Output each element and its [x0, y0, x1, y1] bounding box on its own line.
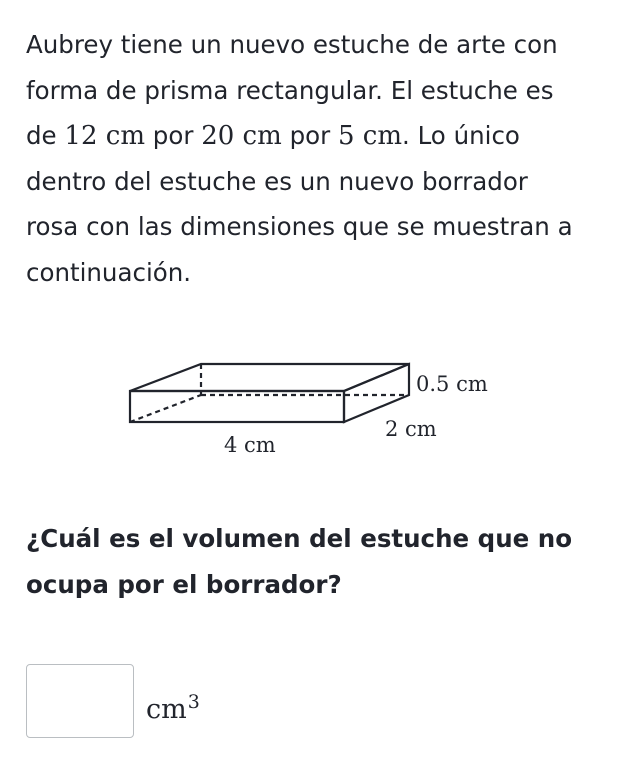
question-line-2: ocupa por el borrador?	[26, 570, 342, 599]
dimension-width: 20 cm	[201, 121, 282, 151]
hidden-edge-diagonal	[130, 395, 201, 422]
dimension-length: 12 cm	[64, 121, 145, 151]
problem-line-3-suffix: . Lo único	[402, 121, 520, 150]
height-label: 0.5 cm	[416, 372, 488, 396]
dimension-height: 5 cm	[337, 121, 403, 151]
problem-line-6: continuación.	[26, 257, 192, 287]
question-line-1: ¿Cuál es el volumen del estuche que no	[26, 524, 573, 553]
problem-text	[26, 22, 640, 295]
question-text	[26, 516, 572, 608]
problem-line-3	[26, 113, 640, 159]
problem-line-4: dentro del estuche es un nuevo borrador	[26, 166, 528, 196]
unit-exponent: 3	[187, 691, 200, 713]
length-label: 4 cm	[224, 433, 276, 457]
por-word-1: por	[145, 121, 202, 150]
problem-line-3-prefix: de	[26, 121, 65, 150]
por-word-2: por	[281, 121, 338, 150]
unit-base: cm	[146, 694, 187, 725]
answer-input[interactable]	[26, 664, 134, 738]
problem-line-5: rosa con las dimensiones que se muestran a	[26, 212, 573, 241]
prism-top-face	[130, 364, 409, 391]
prism-side-face	[344, 364, 409, 422]
problem-line-1: Aubrey tiene un nuevo estuche de arte con	[26, 30, 558, 59]
depth-label: 2 cm	[385, 417, 437, 441]
problem-line-2: forma de prisma rectangular. El estuche es	[26, 75, 554, 105]
eraser-prism-figure	[0, 340, 640, 480]
answer-unit	[146, 691, 200, 725]
